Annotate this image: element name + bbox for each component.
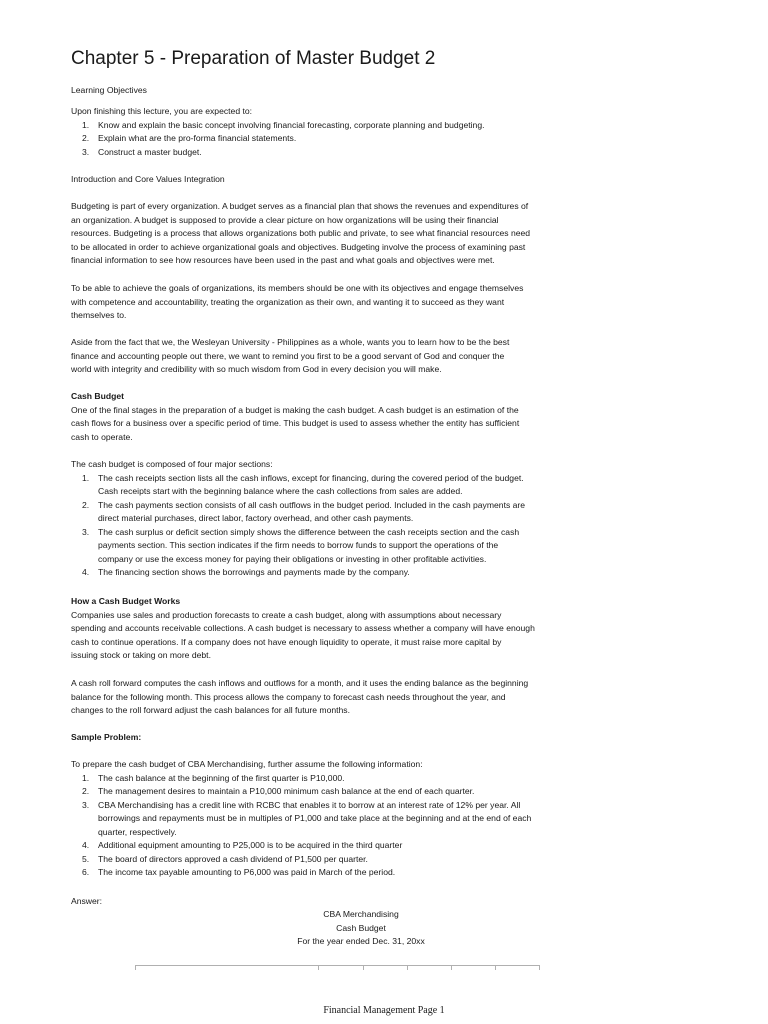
cash-budget-heading: Cash Budget xyxy=(71,391,124,401)
learning-objectives-intro: Upon finishing this lecture, you are expected to: xyxy=(71,106,253,116)
list-item-continued: direct material purchases, direct labor, factory overhead, and other cash payments. xyxy=(98,513,414,523)
list-item: 4. The financing section shows the borrowings and payments made by the company. xyxy=(82,567,410,577)
company-name: CBA Merchandising xyxy=(323,909,399,919)
introduction-paragraph-3: Aside from the fact that we, the Wesleyan University - Philippines as a whole, wants you to learn how to be the best finance and accounting people out there, we want to remind you first to be a good servant of God and conquer the world with integrity and credibility with so much wisdom from God in every decision you will make. xyxy=(71,337,510,374)
table-column-divider xyxy=(407,965,408,970)
how-works-paragraph-2: A cash roll forward computes the cash inflows and outflows for a month, and it uses the ending balance as the beginning balance for the following month. This process allows the company to forecast cash needs throughout the year, and changes to the roll forward adjust the cash balances for all future months. xyxy=(71,678,529,715)
table-column-divider xyxy=(318,965,319,970)
introduction-heading: Introduction and Core Values Integration xyxy=(71,174,225,184)
how-works-heading: How a Cash Budget Works xyxy=(71,596,181,606)
table-column-divider xyxy=(135,965,136,970)
introduction-heading-block xyxy=(71,173,225,187)
table-column-divider xyxy=(495,965,496,970)
list-item: 1. The cash balance at the beginning of the first quarter is P10,000. xyxy=(82,772,345,783)
list-item: 2. Explain what are the pro-forma financial statements. xyxy=(82,133,297,143)
learning-objectives-section xyxy=(71,84,147,98)
sections-intro: The cash budget is composed of four major sections: xyxy=(71,459,273,469)
list-item: 2. The cash payments section consists of all cash outflows in the budget period. Included in the cash payments are xyxy=(82,499,526,510)
list-item-continued: quarter, respectively. xyxy=(98,826,177,837)
answer-heading xyxy=(271,908,451,949)
cash-budget-table-top xyxy=(135,965,540,971)
sample-problem-list xyxy=(71,772,531,880)
list-item: 3. Construct a master budget. xyxy=(82,146,202,157)
list-item: 5. The board of directors approved a cash dividend of P1,500 per quarter. xyxy=(82,853,368,864)
list-item: 1. Know and explain the basic concept involving financial forecasting, corporate planning and budgeting. xyxy=(82,119,485,130)
cash-budget-sections xyxy=(71,458,525,580)
table-column-divider xyxy=(363,965,364,970)
list-item: 1. The cash receipts section lists all the cash inflows, except for financing, during the covered period of the budget. xyxy=(82,472,524,483)
table-column-divider xyxy=(539,965,540,970)
learning-objectives-list xyxy=(71,119,485,160)
list-item-continued: Cash receipts start with the beginning balance where the cash collections from sales are added. xyxy=(98,486,463,496)
sections-list xyxy=(71,472,525,580)
introduction-paragraph-1: Budgeting is part of every organization. A budget serves as a financial plan that shows the revenues and expenditures of an organization. A budget is supposed to provide a clear picture on how organizations will be using their financial resources. Budgeting is a process that allows organizations both public and private, to see what financial resources need to be allocated in order to achieve organizational goals and objectives. Budgeting involve the process of examining past financial information to see how resources have been used in the past and what goals and objectives were met. xyxy=(71,201,531,265)
list-item-continued: company or use the excess money for paying their obligations or investing in other profitable activities. xyxy=(98,553,487,564)
sample-problem-section xyxy=(71,758,531,880)
table-column-divider xyxy=(451,965,452,970)
sample-problem-heading-block xyxy=(71,731,141,745)
list-item-continued: borrowings and repayments must be in multiples of P1,000 and take place at the beginning and at the end of each xyxy=(98,813,532,823)
learning-objectives-heading: Learning Objectives xyxy=(71,85,147,95)
sample-problem-heading: Sample Problem: xyxy=(71,732,142,742)
answer-label-block xyxy=(71,895,102,909)
table-top-rule xyxy=(135,965,540,966)
how-cash-budget-works-section: How a Cash Budget Works Companies use sales and production forecasts to create a cash budget, along with assumptions about necessary spending and accounts receivable collections. A cash budget is necessary to assess whether a company will have enough cash to continue operations. If a company does not have enough liquidity to operate, it must raise more capital by issuing stock or taking on more debt. xyxy=(71,596,535,660)
answer-label: Answer: xyxy=(71,896,103,906)
list-item: 3. CBA Merchandising has a credit line with RCBC that enables it to borrow at an interest rate of 12% per year. All xyxy=(82,799,521,810)
page-title: Chapter 5 - Preparation of Master Budget 2 xyxy=(71,48,436,69)
list-item: 6. The income tax payable amounting to P6,000 was paid in March of the period. xyxy=(82,867,396,877)
list-item: 4. Additional equipment amounting to P25,000 is to be acquired in the third quarter xyxy=(82,840,403,850)
statement-period: For the year ended Dec. 31, 20xx xyxy=(297,936,425,946)
page-footer: Financial Management Page 1 xyxy=(323,1005,445,1016)
cash-budget-section: Cash Budget One of the final stages in the preparation of a budget is making the cash budget. A cash budget is an estimation of the cash flows for a business over a specific period of time. This budget is used to assess whether the entity has sufficient cash to operate. xyxy=(71,391,520,442)
introduction-paragraph-2: To be able to achieve the goals of organizations, its members should be one with its objectives and engage themselves with competence and accountability, treating the organization as their own, and wanting it to succeed as they want themselves to. xyxy=(71,283,524,320)
statement-name: Cash Budget xyxy=(336,922,386,933)
list-item: 3. The cash surplus or deficit section simply shows the difference between the cash receipts section and the cash xyxy=(82,526,520,537)
sample-problem-intro: To prepare the cash budget of CBA Merchandising, further assume the following information: xyxy=(71,759,423,769)
list-item-continued: payments section. This section indicates if the firm needs to borrow funds to support the operations of the xyxy=(98,540,499,550)
learning-objectives-body xyxy=(71,105,485,159)
list-item: 2. The management desires to maintain a P10,000 minimum cash balance at the end of each quarter. xyxy=(82,786,475,796)
